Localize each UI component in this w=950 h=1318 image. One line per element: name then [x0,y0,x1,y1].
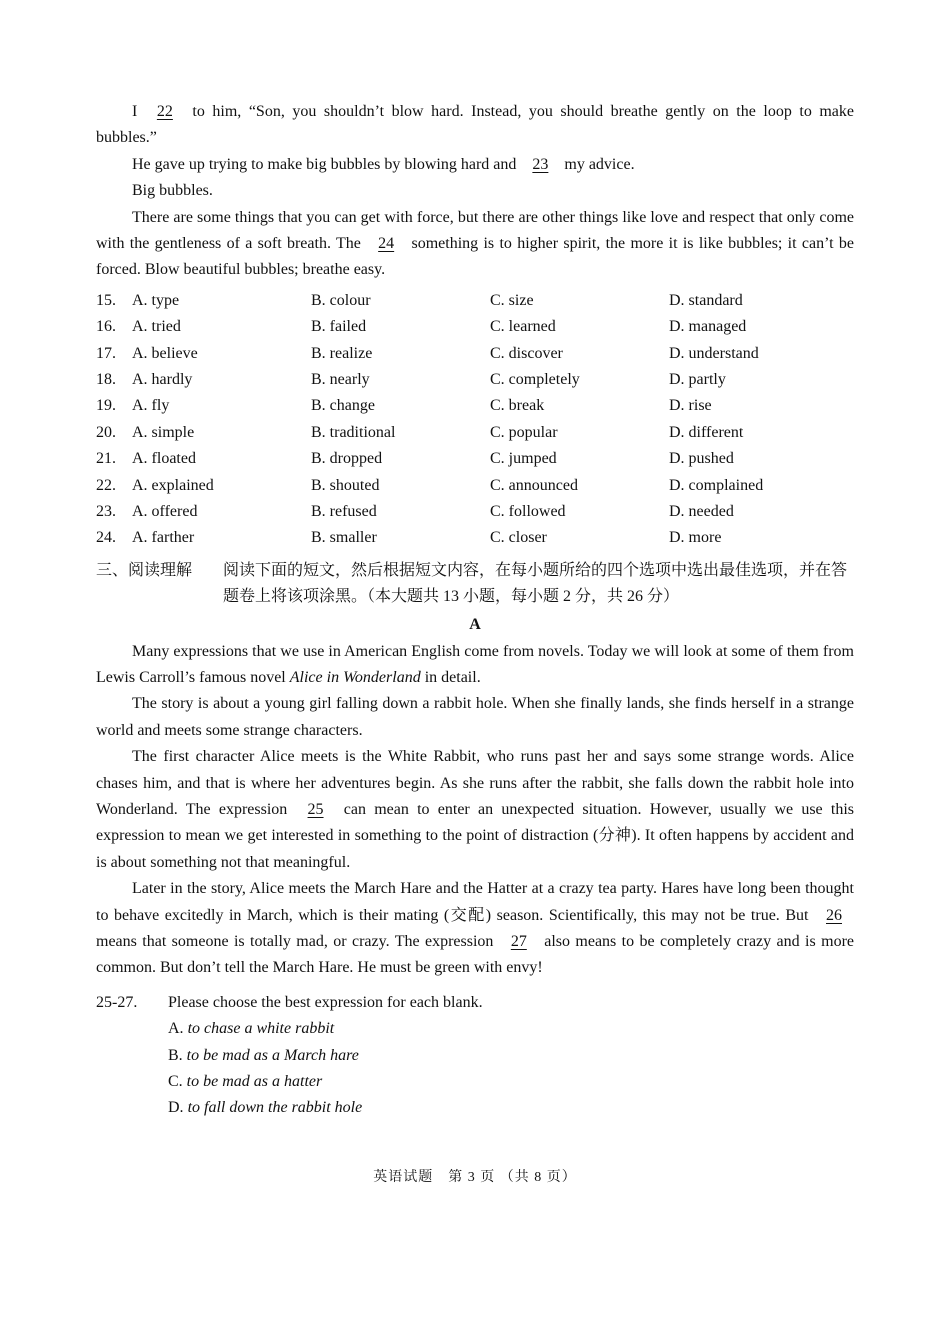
option-d: D. complained [669,476,764,494]
option-b: B. refused [311,502,377,520]
option-b: B. shouted [311,476,380,494]
question-number: 18. [96,371,116,389]
option-row [96,499,854,525]
text: can mean to enter an unexpected situation. However, usually we use this expression to mean we get interested in something to the point of distraction (分神). It often happens by accident and is about something not that meaningful. [96,801,855,871]
option-a: A. explained [132,476,214,494]
question-number: 19. [96,397,116,415]
option-a: A. floated [132,450,196,468]
option-d: D. managed [669,318,747,336]
option-b: B. colour [311,291,371,309]
choice-item [168,1069,854,1095]
option-b: B. smaller [311,529,377,547]
option-d: D. more [669,529,722,547]
option-row [96,341,854,367]
text: Later in the story, Alice meets the March Hare and the Hatter at a crazy tea party. Hares have long been thought to behave excitedly in March, which is their mating (交配) season. Scientifically, this may not be true. But [96,880,854,924]
option-c: C. jumped [490,450,557,468]
question-number: 15. [96,291,116,309]
blank-22: 22 [156,103,173,120]
option-d: D. understand [669,344,759,362]
choice-text: to chase a white rabbit [187,1020,335,1038]
option-row [96,288,854,314]
passage-paragraph [96,205,854,284]
choice-text: to be mad as a hatter [186,1073,323,1091]
option-a: A. offered [132,502,198,520]
blank-25: 25 [307,801,324,818]
section-title: 三、阅读理解 [96,561,193,579]
choice-letter: B. [168,1046,187,1064]
text: Many expressions that we use in American English come from novels. Today we will look at some of them from Lewis Carroll’s famous novel [96,642,854,686]
option-row [96,473,854,499]
option-row [96,367,854,393]
choice-text: to fall down the rabbit hole [187,1099,363,1117]
choice-item [168,1043,854,1069]
option-row [96,525,854,551]
reading-paragraph: The story is about a young girl falling down a rabbit hole. When she finally lands, she finds herself in a strange world and meets some strange characters. [96,695,854,739]
option-c: C. break [490,397,545,415]
option-c: C. learned [490,318,556,336]
option-a: A. simple [132,423,195,441]
text: my advice. [560,155,635,173]
option-b: B. nearly [311,371,370,389]
choice-letter: D. [168,1099,188,1117]
passage-paragraph [96,99,854,152]
option-a: A. farther [132,529,195,547]
option-d: D. standard [669,291,743,309]
text: I [132,103,145,120]
question [96,990,854,1016]
option-b: B. failed [311,318,367,336]
option-c: C. completely [490,371,580,389]
option-c: C. discover [490,344,563,362]
option-b: B. realize [311,344,373,362]
question-prompt: Please choose the best expression for each blank. [168,993,483,1011]
question-number: 23. [96,502,116,520]
text: The first character Alice meets is the White Rabbit, who runs past her and says some strange words. Alice chases him, and that is where her adventures begin. As she runs after the rabbit, she falls down the rabbit hole into Wonderland. The expression [96,748,854,818]
option-b: B. dropped [311,450,383,468]
novel-title: Alice in Wonderland [289,668,421,686]
option-d: D. needed [669,502,734,520]
reading-paragraph [96,876,854,982]
page-footer: 英语试题 第 3 页 （共 8 页） [373,1170,577,1185]
option-c: C. announced [490,476,578,494]
blank-24: 24 [378,235,395,253]
option-row [96,393,854,419]
passage-paragraph [96,152,854,178]
blank-27: 27 [510,933,527,951]
options-list [96,288,854,552]
option-d: D. pushed [669,450,734,468]
question-number: 20. [96,423,116,441]
option-c: C. popular [490,423,558,441]
option-row [96,446,854,472]
blank-23: 23 [532,155,549,173]
text: to him, “Son, you shouldn’t blow hard. Instead, you should breathe gently on the loop to make bubbles.” [96,103,855,147]
question-number: 25-27. [96,993,138,1011]
option-b: B. change [311,397,375,415]
option-row [96,420,854,446]
section-instruction: 阅读下面的短文，然后根据短文内容，在每小题所给的四个选项中选出最佳选项，并在答题卷上将该项涂黑。（本大题共 13 小题，每小题 2 分，共 26 分） [223,561,848,606]
text: something is to higher spirit, the more it is like bubbles; it can’t be forced. Blow beautiful bubbles; breathe easy. [96,235,854,279]
option-d: D. different [669,423,744,441]
text: means that someone is totally mad, or crazy. The expression [96,933,499,951]
option-c: C. followed [490,502,566,520]
passage-paragraph: Big bubbles. [132,182,213,200]
question-number: 16. [96,318,116,336]
option-d: D. partly [669,371,726,389]
text: He gave up trying to make big bubbles by blowing hard and [132,155,521,173]
option-a: A. tried [132,318,181,336]
option-a: A. hardly [132,371,193,389]
blank-26: 26 [826,906,842,924]
text: in detail. [420,668,481,686]
section-header [96,558,854,611]
passage-heading: A [469,615,481,633]
reading-paragraph [96,639,854,692]
question-number: 22. [96,476,116,494]
choice-item [168,1016,854,1042]
option-a: A. type [132,291,180,309]
question-number: 17. [96,344,116,362]
option-c: C. closer [490,529,547,547]
reading-paragraph [96,744,854,876]
question-number: 24. [96,529,116,547]
option-a: A. believe [132,344,198,362]
question-number: 21. [96,450,116,468]
question-choices [168,1016,854,1122]
choice-text: to be mad as a March hare [186,1046,359,1064]
option-b: B. traditional [311,423,396,441]
text: also means to be completely crazy and is more common. But don’t tell the March Hare. He must be green with envy! [96,933,855,977]
option-a: A. fly [132,397,170,415]
choice-letter: A. [168,1020,188,1038]
choice-letter: C. [168,1073,187,1091]
choice-item [168,1095,854,1121]
option-d: D. rise [669,397,712,415]
option-row [96,314,854,340]
option-c: C. size [490,291,534,309]
text: There are some things that you can get with force, but there are other things like love and respect that only come with the gentleness of a soft breath. The [96,208,854,253]
exam-page [96,99,854,1122]
